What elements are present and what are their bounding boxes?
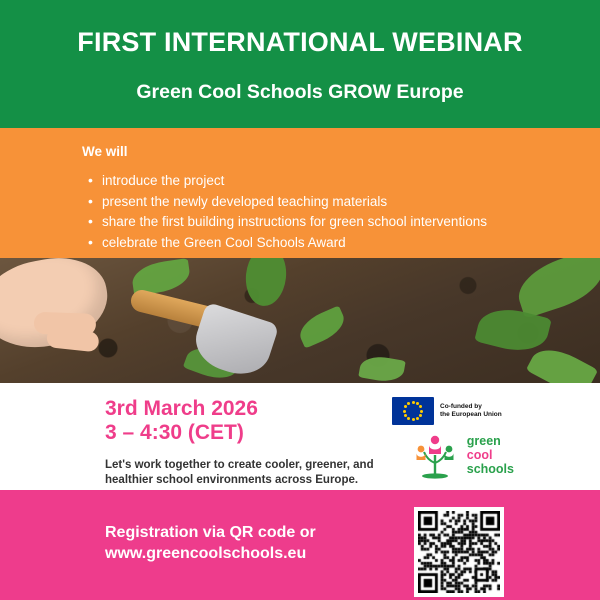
list-item: • present the newly developed teaching materials <box>102 192 570 213</box>
details-band <box>0 383 600 490</box>
eu-flag-icon <box>392 397 434 425</box>
agenda-intro-label: We will <box>82 144 128 159</box>
footer-band <box>0 490 600 600</box>
agenda-band <box>0 128 600 258</box>
logo-word-cool: cool <box>466 448 493 462</box>
eu-funding-line-2: the European Union <box>440 411 502 418</box>
registration-line-1: Registration via QR code or <box>105 524 316 541</box>
agenda-list <box>30 171 570 253</box>
logo-wordmark <box>467 434 514 476</box>
photo-banner <box>0 258 600 383</box>
hand <box>0 258 115 356</box>
people-tree-icon <box>410 431 460 479</box>
tagline-line-1: Let's work together to create cooler, greener, and <box>105 458 374 471</box>
eu-funding-emblem <box>392 397 502 425</box>
eu-funding-line-1: Co-funded by <box>440 402 482 410</box>
page-title: FIRST INTERNATIONAL WEBINAR <box>77 27 523 57</box>
page-subtitle: Green Cool Schools GROW Europe <box>136 80 464 103</box>
event-date: 3rd March 2026 <box>105 397 258 420</box>
logo-word-schools: schools <box>466 462 514 476</box>
tagline <box>105 458 385 489</box>
list-item: • celebrate the Green Cool Schools Award <box>102 233 570 254</box>
green-cool-schools-logo <box>410 431 514 479</box>
eu-funding-text <box>440 403 502 420</box>
tagline-line-2: healthier school environments across Europe. <box>105 474 359 487</box>
logo-word-green: green <box>466 434 501 448</box>
list-item: • share the first building instructions for green school interventions <box>102 212 570 233</box>
list-item: • introduce the project <box>102 171 570 192</box>
qr-code[interactable] <box>414 507 504 597</box>
registration-url[interactable]: www.greencoolschools.eu <box>105 545 307 563</box>
event-time: 3 – 4:30 (CET) <box>105 421 244 445</box>
header-band <box>0 0 600 128</box>
